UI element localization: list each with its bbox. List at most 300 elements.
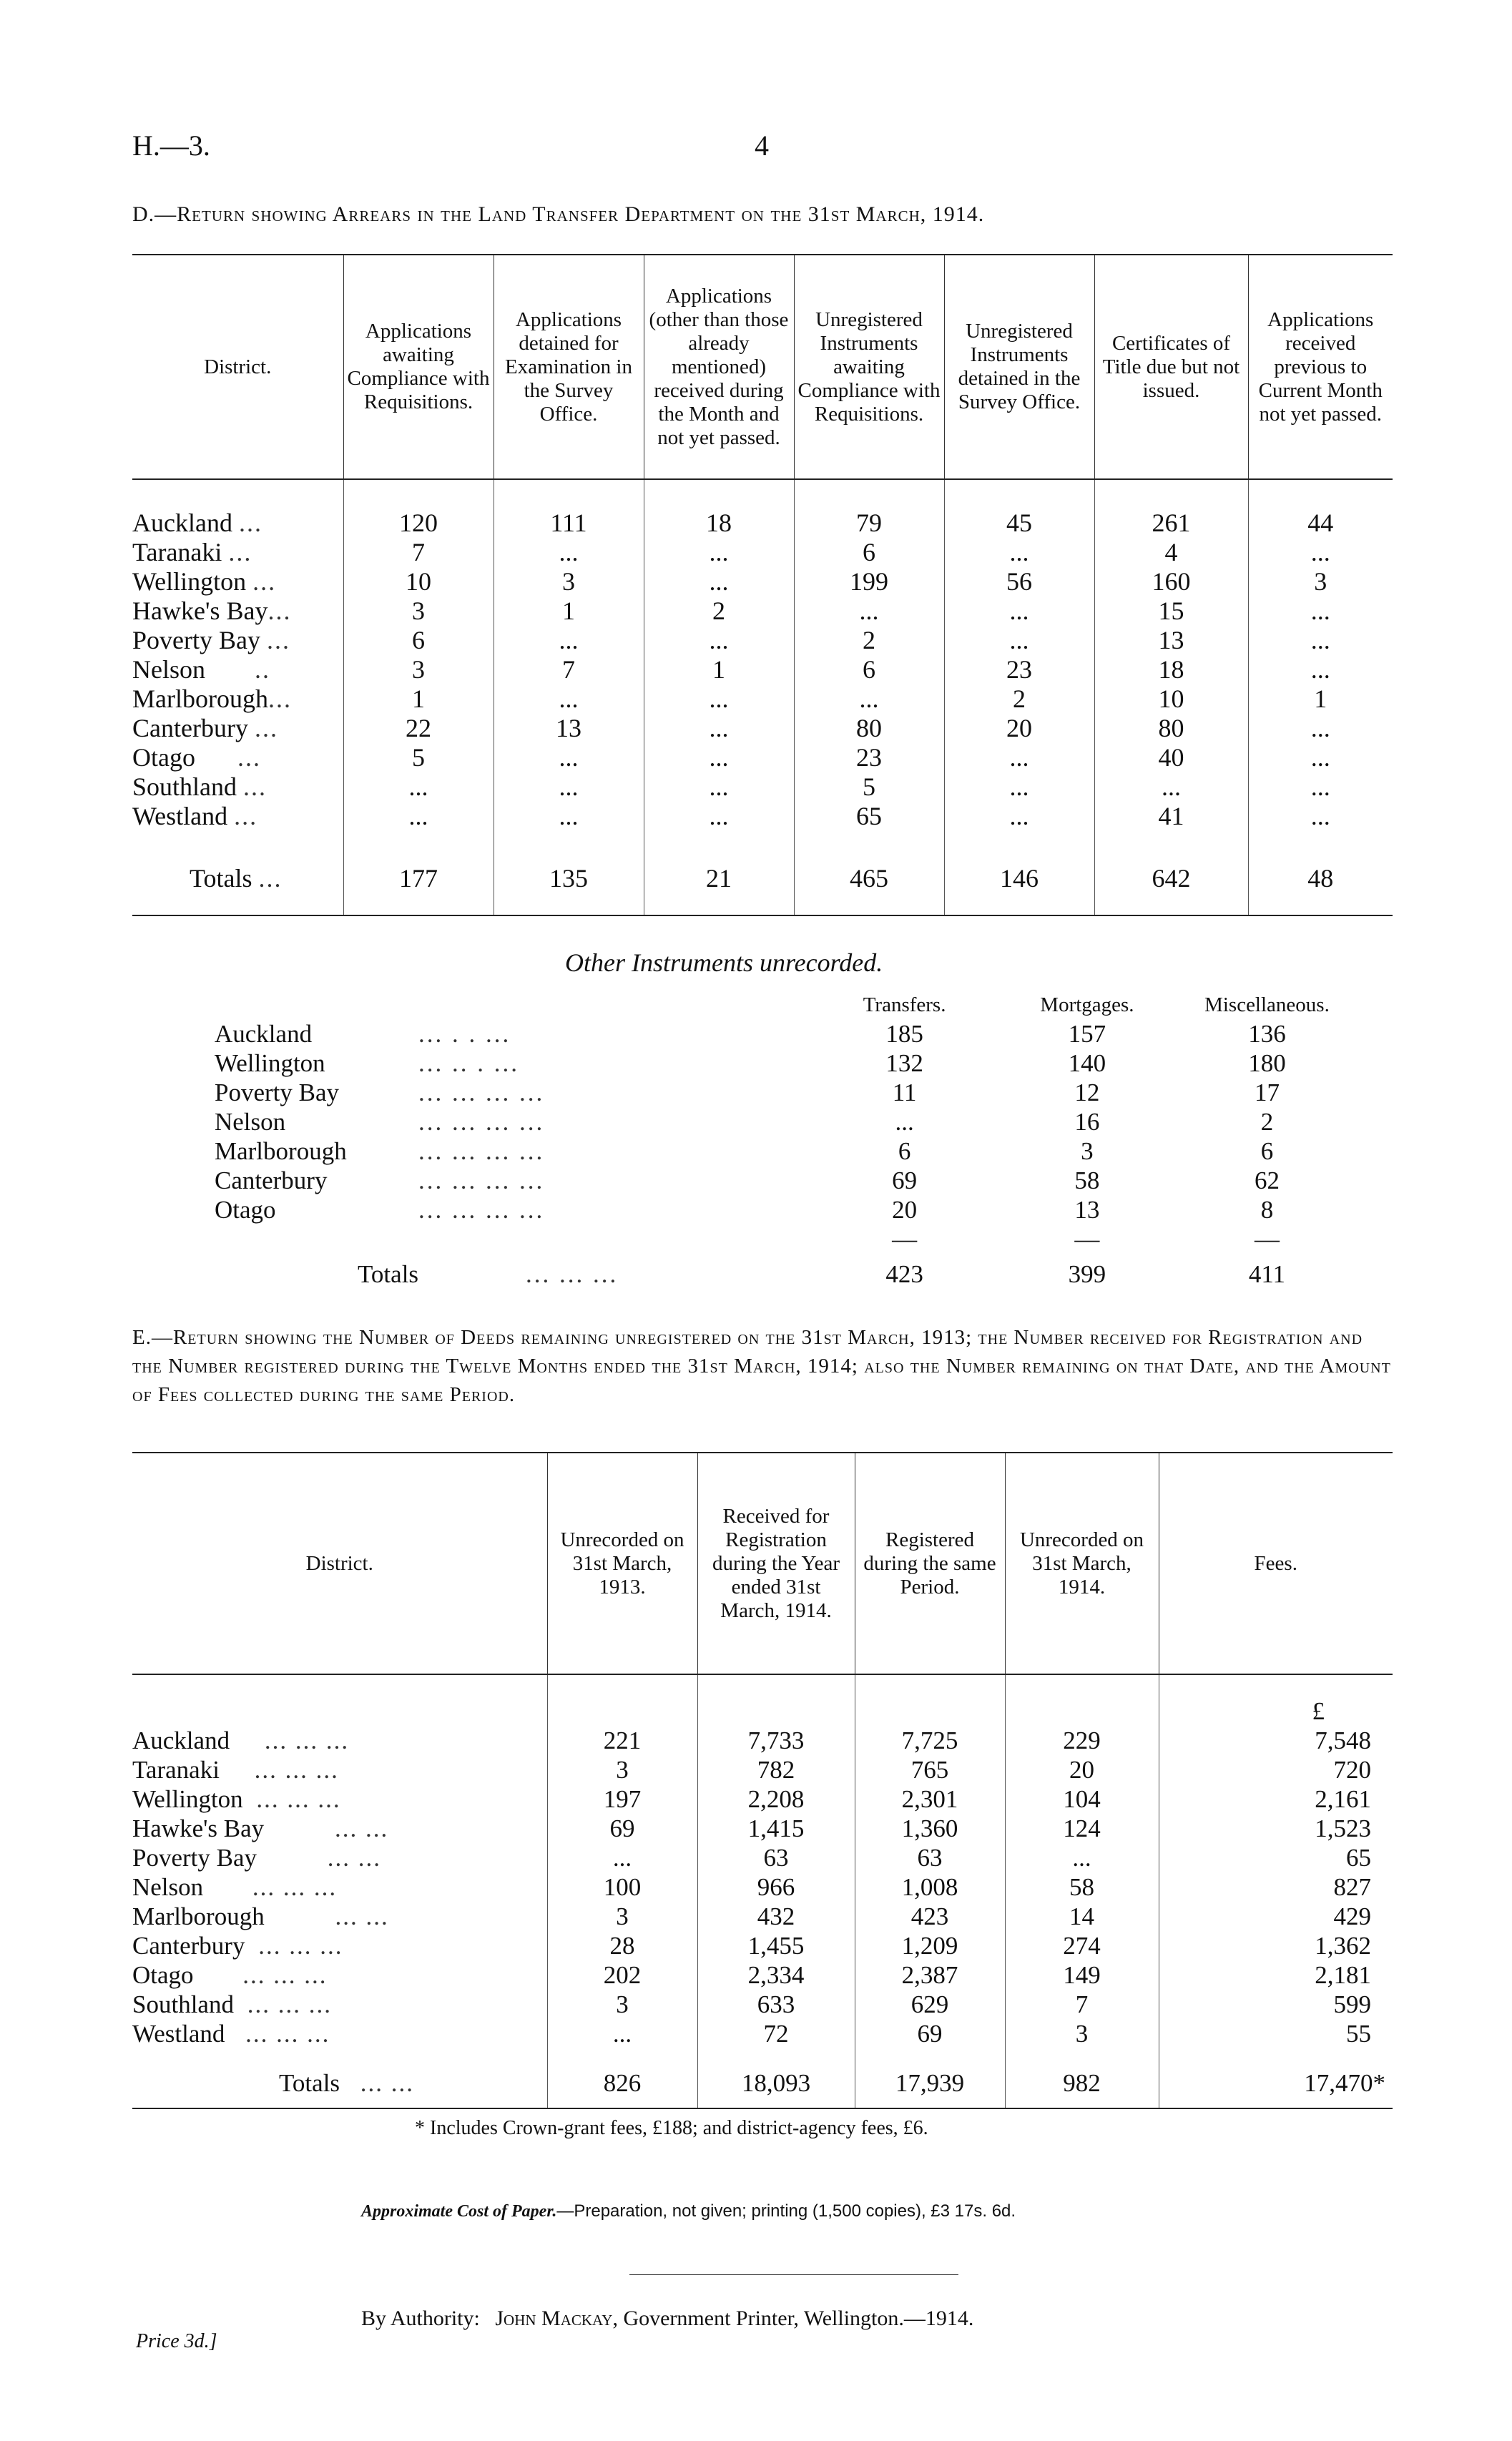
leader-dots: ... ... ... ... [418, 1137, 545, 1165]
cell: ... [644, 626, 794, 655]
table-row [215, 1019, 1359, 1048]
cell: ... [644, 684, 794, 714]
printer-name: John Mackay [495, 2307, 613, 2330]
section-d-title: D.—Return showing Arrears in the Land Transfer Department on the 31st March, 1914. [132, 202, 985, 226]
cell: ... [644, 743, 794, 772]
leader-dots: ... . . ... [418, 1020, 511, 1048]
leader-dots: ... ... ... [242, 1961, 328, 1989]
cell: 3 [547, 1755, 697, 1784]
leader-dots: ... ... ... [258, 1932, 343, 1960]
total-cell: 48 [1248, 845, 1393, 915]
cell: ... [1094, 772, 1248, 802]
total-cell: 826 [547, 2061, 697, 2108]
cost-note-text: —Preparation, not given; printing (1,500 copies), £3 17s. 6d. [556, 2201, 1016, 2221]
cell: 3 [1248, 567, 1393, 596]
cell: ... [944, 772, 1094, 802]
table-row [132, 626, 1393, 655]
leader-dots: ... ... ... [247, 1990, 332, 2018]
cell: 124 [1005, 1814, 1159, 1843]
district-name: Taranaki [132, 538, 222, 566]
district-name: Wellington [132, 567, 247, 596]
cell: 6 [898, 1137, 911, 1165]
cell: 15 [1094, 596, 1248, 626]
totals-row [215, 1254, 1359, 1289]
cell: 3 [1081, 1137, 1094, 1165]
total-cell: 17,470* [1159, 2061, 1393, 2108]
cell: 157 [1068, 1020, 1106, 1048]
cell: ... [944, 626, 1094, 655]
sum-rule-row [215, 1224, 1359, 1254]
district-name: Poverty Bay [132, 626, 260, 654]
table-row [132, 1902, 1393, 1931]
cell: 18 [1094, 655, 1248, 684]
totals-label: Totals [279, 2069, 340, 2097]
cell: ... [494, 538, 644, 567]
col-unrecorded-1914: Unrecorded on 31st March, 1914. [1005, 1453, 1159, 1674]
district-name: Westland [132, 802, 228, 830]
cell: ... [1248, 538, 1393, 567]
district-name: Auckland [132, 509, 232, 537]
table-row [215, 1078, 1359, 1107]
col-registered: Registered during the same Period. [855, 1453, 1005, 1674]
arrears-table [132, 254, 1393, 916]
cell: 104 [1005, 1784, 1159, 1814]
col-certificates-due: Certificates of Title due but not issued. [1094, 255, 1248, 479]
cell: 65 [794, 802, 944, 845]
leader-dots: ... .. . ... [418, 1049, 520, 1077]
cell: 7,548 [1159, 1726, 1393, 1755]
table-row [215, 1048, 1359, 1078]
table-row [132, 714, 1393, 743]
other-instruments-header [215, 991, 1359, 1019]
district-name: Hawke's Bay [132, 1814, 265, 1842]
cell: 7,733 [697, 1726, 855, 1755]
cell: 827 [1159, 1872, 1393, 1902]
table-row [132, 479, 1393, 538]
cell: 16 [1074, 1108, 1100, 1136]
cell: 274 [1005, 1931, 1159, 1960]
cell: 1,008 [855, 1872, 1005, 1902]
district-name: Canterbury [132, 1932, 245, 1960]
cell: ... [794, 596, 944, 626]
currency-row [132, 1674, 1393, 1726]
col-unregistered-awaiting: Unregistered Instruments awaiting Compliance with Requisitions. [794, 255, 944, 479]
district-name: Southland [132, 772, 237, 801]
cell: 10 [343, 567, 494, 596]
district-name: Westland [132, 2020, 225, 2048]
leader-dots: ... [243, 772, 267, 801]
cell: ... [895, 1108, 914, 1136]
cell: 2 [794, 626, 944, 655]
total-cell: 146 [944, 845, 1094, 915]
cell: 1,209 [855, 1931, 1005, 1960]
imprint-divider [629, 2274, 958, 2275]
cell: 20 [944, 714, 1094, 743]
district-name: Marlborough [215, 1137, 347, 1165]
leader-dots: ... ... [360, 2069, 415, 2097]
cell: ... [494, 802, 644, 845]
cell: 3 [547, 1902, 697, 1931]
cost-note-label: Approximate Cost of Paper. [361, 2202, 557, 2221]
totals-label: Totals [190, 864, 252, 893]
cell: 58 [1074, 1167, 1100, 1194]
cell: 120 [343, 479, 494, 538]
table-row [132, 567, 1393, 596]
leader-dots: ... ... ... [245, 2020, 330, 2048]
leader-dots: ... [267, 596, 292, 625]
cell: 1 [644, 655, 794, 684]
table-row [132, 802, 1393, 845]
leader-dots: ... ... [335, 1902, 389, 1930]
total-cell: 21 [644, 845, 794, 915]
district-name: Poverty Bay [132, 1844, 257, 1872]
cell: 160 [1094, 567, 1248, 596]
cell: 185 [885, 1020, 923, 1048]
cell: 65 [1159, 1843, 1393, 1872]
cell: 132 [885, 1049, 923, 1077]
leader-dots: ... [237, 743, 261, 772]
col-transfers: Transfers. [863, 993, 946, 1016]
total-cell: 411 [1248, 1260, 1286, 1288]
cell: 20 [892, 1196, 918, 1224]
cell: 720 [1159, 1755, 1393, 1784]
cell: ... [1248, 743, 1393, 772]
cell: 7 [1005, 1990, 1159, 2019]
cell: ... [1248, 714, 1393, 743]
cell: 12 [1074, 1079, 1100, 1106]
cell: 3 [494, 567, 644, 596]
leader-dots: ... ... [334, 1814, 389, 1842]
table-row [132, 1784, 1393, 1814]
leader-dots: ... [234, 802, 258, 830]
table-row [132, 596, 1393, 626]
imprint-prefix: By Authority: [361, 2307, 480, 2330]
leader-dots: ... ... ... ... [418, 1108, 545, 1136]
total-cell: 17,939 [855, 2061, 1005, 2108]
district-name: Hawke's Bay [132, 596, 268, 625]
total-cell: 399 [1068, 1260, 1106, 1288]
cell: ... [944, 596, 1094, 626]
cell: 7 [494, 655, 644, 684]
leader-dots: ... [266, 626, 290, 654]
cell: 23 [794, 743, 944, 772]
cell: ... [644, 802, 794, 845]
cell: 56 [944, 567, 1094, 596]
cell: 62 [1254, 1167, 1280, 1194]
table-row [132, 772, 1393, 802]
imprint [361, 2307, 973, 2331]
col-detained-survey: Applications detained for Examination in the Survey Office. [494, 255, 644, 479]
cell: 40 [1094, 743, 1248, 772]
cell: ... [944, 538, 1094, 567]
cell: ... [343, 802, 494, 845]
cell: 4 [1094, 538, 1248, 567]
cell: ... [547, 1843, 697, 1872]
cell: 136 [1248, 1020, 1286, 1048]
cell: 8 [1260, 1196, 1274, 1224]
cell: 432 [697, 1902, 855, 1931]
cell: 69 [855, 2019, 1005, 2061]
leader-dots: ... ... ... [252, 1873, 338, 1901]
total-cell: 465 [794, 845, 944, 915]
cell: 1,415 [697, 1814, 855, 1843]
district-name: Poverty Bay [215, 1079, 340, 1106]
cell: 1 [494, 596, 644, 626]
table-row [132, 1960, 1393, 1990]
district-name: Wellington [132, 1785, 243, 1813]
leader-dots: ... [252, 567, 277, 596]
district-name: Taranaki [132, 1756, 220, 1784]
sum-rule: — [1254, 1225, 1280, 1253]
cell: ... [644, 538, 794, 567]
cell: 7 [343, 538, 494, 567]
cell: 149 [1005, 1960, 1159, 1990]
col-mortgages: Mortgages. [1040, 993, 1134, 1016]
total-cell: 177 [343, 845, 494, 915]
leader-dots: ... [267, 684, 292, 713]
cell: 17 [1254, 1079, 1280, 1106]
cell: 6 [794, 655, 944, 684]
cell: 111 [494, 479, 644, 538]
cell: 45 [944, 479, 1094, 538]
cell: 2,161 [1159, 1784, 1393, 1814]
cell: ... [644, 772, 794, 802]
deeds-table [132, 1452, 1393, 2109]
totals-row [132, 845, 1393, 915]
cell: ... [494, 772, 644, 802]
table-row [132, 1990, 1393, 2019]
cell: 966 [697, 1872, 855, 1902]
cell: 5 [343, 743, 494, 772]
cell: 199 [794, 567, 944, 596]
cell: 63 [697, 1843, 855, 1872]
cell: ... [944, 802, 1094, 845]
cell: 22 [343, 714, 494, 743]
other-instruments-table [215, 991, 1359, 1289]
district-name: Southland [132, 1990, 234, 2018]
cell: 2 [1260, 1108, 1274, 1136]
sum-rule: — [1074, 1225, 1100, 1253]
cell: ... [1248, 596, 1393, 626]
table-row [215, 1107, 1359, 1136]
leader-dots: ... ... [327, 1844, 382, 1872]
cell: 69 [892, 1167, 918, 1194]
cell: 14 [1005, 1902, 1159, 1931]
district-name: Marlborough [132, 684, 268, 713]
total-cell: 982 [1005, 2061, 1159, 2108]
deeds-header-row [132, 1453, 1393, 1674]
table-row [132, 1931, 1393, 1960]
table-row [132, 1726, 1393, 1755]
leader-dots: ... [238, 509, 262, 537]
cell: ... [944, 743, 1094, 772]
leader-dots: ... ... ... ... [418, 1196, 545, 1224]
cell: 69 [547, 1814, 697, 1843]
cell: 197 [547, 1784, 697, 1814]
col-awaiting-compliance: Applications awaiting Compliance with Requisitions. [343, 255, 494, 479]
totals-label: Totals [358, 1260, 419, 1288]
currency-symbol: £ [1159, 1674, 1393, 1726]
cell: 100 [547, 1872, 697, 1902]
table-row [132, 1814, 1393, 1843]
district-name: Otago [132, 1961, 194, 1989]
cell: 20 [1005, 1755, 1159, 1784]
district-name: Marlborough [132, 1902, 265, 1930]
cell: 80 [1094, 714, 1248, 743]
cell: 180 [1248, 1049, 1286, 1077]
sum-rule: — [892, 1225, 918, 1253]
cell: 5 [794, 772, 944, 802]
table-row [132, 2019, 1393, 2061]
table-row [132, 684, 1393, 714]
district-name: Canterbury [215, 1167, 328, 1194]
district-name: Otago [132, 743, 195, 772]
document-reference: H.—3. [132, 129, 210, 162]
section-e-title: E.—Return showing the Number of Deeds remaining unregistered on the 31st March, 1913; the Number received for Registration and the Number registered during the Twelve Months ended the 31st March, 1914; also the Number remaining on that Date, and the Amount of Fees collected during the same Period. [132, 1326, 1391, 1406]
cell: 72 [697, 2019, 855, 2061]
district-name: Nelson [215, 1108, 286, 1136]
leader-dots: ... ... ... [264, 1727, 350, 1754]
cell: 1 [1248, 684, 1393, 714]
cell: ... [1248, 655, 1393, 684]
cell: 261 [1094, 479, 1248, 538]
cell: 3 [343, 655, 494, 684]
cell: ... [1005, 1843, 1159, 1872]
total-cell: 423 [885, 1260, 923, 1288]
cell: 6 [1260, 1137, 1274, 1165]
cell: ... [1248, 626, 1393, 655]
cell: 55 [1159, 2019, 1393, 2061]
total-cell: 642 [1094, 845, 1248, 915]
cell: 633 [697, 1990, 855, 2019]
cell: 13 [494, 714, 644, 743]
table-row [132, 1843, 1393, 1872]
cell: 44 [1248, 479, 1393, 538]
col-miscellaneous: Miscellaneous. [1204, 993, 1330, 1016]
cell: 3 [1005, 2019, 1159, 2061]
cell: 3 [547, 1990, 697, 2019]
col-fees: Fees. [1159, 1453, 1393, 1674]
cell: 2,181 [1159, 1960, 1393, 1990]
cell: 28 [547, 1931, 697, 1960]
table-row [215, 1136, 1359, 1166]
cell: 23 [944, 655, 1094, 684]
col-district: District. [305, 1551, 373, 1575]
cell: 2,301 [855, 1784, 1005, 1814]
district-name: Auckland [132, 1727, 230, 1754]
other-instruments-title: Other Instruments unrecorded. [565, 948, 883, 977]
cell: ... [343, 772, 494, 802]
leader-dots: ... ... ... [256, 1785, 341, 1813]
table-row [215, 1195, 1359, 1224]
cost-note [361, 2201, 1016, 2221]
cell: ... [1248, 772, 1393, 802]
cell: 18 [644, 479, 794, 538]
cell: 2 [944, 684, 1094, 714]
cell: 2,387 [855, 1960, 1005, 1990]
arrears-header-row [132, 255, 1393, 479]
cell: 79 [794, 479, 944, 538]
district-name: Canterbury [132, 714, 248, 742]
cell: 1,362 [1159, 1931, 1393, 1960]
cell: 2,208 [697, 1784, 855, 1814]
total-cell: 18,093 [697, 2061, 855, 2108]
cell: ... [494, 626, 644, 655]
cell: 13 [1094, 626, 1248, 655]
total-cell: 135 [494, 845, 644, 915]
leader-dots: ... [258, 864, 283, 893]
cell: 221 [547, 1726, 697, 1755]
cell: ... [1248, 802, 1393, 845]
table-row [132, 1872, 1393, 1902]
cell: 202 [547, 1960, 697, 1990]
cell: 11 [892, 1079, 917, 1106]
price: Price 3d.] [136, 2330, 217, 2352]
leader-dots: ... ... ... [526, 1260, 619, 1288]
cell: 58 [1005, 1872, 1159, 1902]
cell: 599 [1159, 1990, 1393, 2019]
page-number: 4 [755, 129, 769, 162]
district-name: Otago [215, 1196, 276, 1224]
district-name: Wellington [215, 1049, 325, 1077]
leader-dots: ... [254, 714, 278, 742]
cell: 6 [343, 626, 494, 655]
cell: 765 [855, 1755, 1005, 1784]
cell: 1,523 [1159, 1814, 1393, 1843]
table-row [132, 1755, 1393, 1784]
leader-dots: ... ... ... [254, 1756, 339, 1784]
cell: 140 [1068, 1049, 1106, 1077]
cell: 41 [1094, 802, 1248, 845]
col-received: Received for Registration during the Year ended 31st March, 1914. [697, 1453, 855, 1674]
cell: 429 [1159, 1902, 1393, 1931]
col-received-month: Applications (other than those already mentioned) received during the Month and not yet passed. [644, 255, 794, 479]
cell: 423 [855, 1902, 1005, 1931]
table-row [132, 538, 1393, 567]
district-name: Nelson [132, 655, 205, 684]
col-unrecorded-1913: Unrecorded on 31st March, 1913. [547, 1453, 697, 1674]
cell: ... [494, 684, 644, 714]
cell: 629 [855, 1990, 1005, 2019]
totals-row [132, 2061, 1393, 2108]
cell: ... [644, 567, 794, 596]
col-unregistered-detained: Unregistered Instruments detained in the Survey Office. [944, 255, 1094, 479]
table-row [132, 655, 1393, 684]
cell: ... [494, 743, 644, 772]
fees-footnote: * Includes Crown-grant fees, £188; and district-agency fees, £6. [415, 2117, 928, 2139]
cell: 1,360 [855, 1814, 1005, 1843]
leader-dots: .. [255, 655, 270, 684]
district-name: Auckland [215, 1020, 313, 1048]
cell: ... [644, 714, 794, 743]
table-row [215, 1166, 1359, 1195]
cell: 13 [1074, 1196, 1100, 1224]
district-name: Nelson [132, 1873, 204, 1901]
cell: 7,725 [855, 1726, 1005, 1755]
leader-dots: ... [228, 538, 252, 566]
table-row [132, 743, 1393, 772]
cell: 63 [855, 1843, 1005, 1872]
cell: 10 [1094, 684, 1248, 714]
cell: 6 [794, 538, 944, 567]
cell: ... [794, 684, 944, 714]
cell: 1 [343, 684, 494, 714]
col-applications-previous: Applications received previous to Current Month not yet passed. [1248, 255, 1393, 479]
cell: 2 [644, 596, 794, 626]
leader-dots: ... ... ... ... [418, 1167, 545, 1194]
cell: 80 [794, 714, 944, 743]
leader-dots: ... ... ... ... [418, 1079, 545, 1106]
